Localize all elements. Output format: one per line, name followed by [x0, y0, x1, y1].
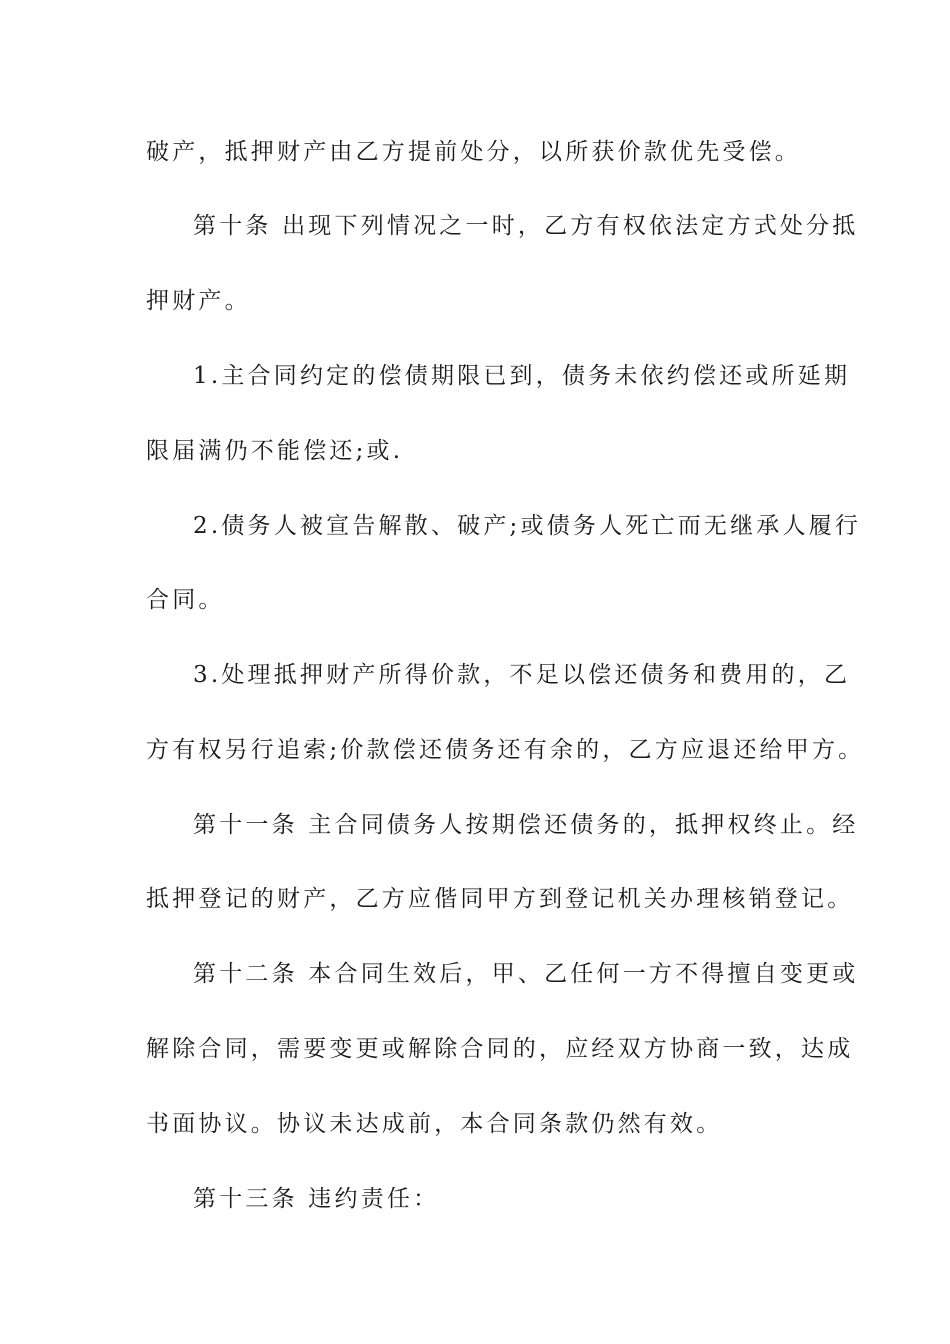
article-10-heading-line: 第十条 出现下列情况之一时，乙方有权依法定方式处分抵 [193, 213, 859, 239]
text-line: 押财产。 [146, 288, 251, 314]
text-line: 限届满仍不能偿还;或. [146, 438, 404, 464]
text-line: 书面协议。协议未达成前，本合同条款仍然有效。 [146, 1111, 723, 1137]
list-item-2-line: 2.债务人被宣告解散、破产;或债务人死亡而无继承人履行 [193, 513, 862, 539]
article-13-heading-line: 第十三条 违约责任： [193, 1186, 440, 1212]
list-item-1-line: 1.主合同约定的偿债期限已到，债务未依约偿还或所延期 [193, 363, 851, 389]
article-11-heading-line: 第十一条 主合同债务人按期偿还债务的，抵押权终止。经 [193, 812, 859, 838]
text-line: 抵押登记的财产，乙方应偕同甲方到登记机关办理核销登记。 [146, 886, 854, 912]
text-line: 解除合同，需要变更或解除合同的，应经双方协商一致，达成 [146, 1036, 854, 1062]
list-item-3-line: 3.处理抵押财产所得价款，不足以偿还债务和费用的，乙 [193, 662, 851, 688]
text-line: 方有权另行追索;价款偿还债务还有余的，乙方应退还给甲方。 [146, 737, 865, 763]
article-12-heading-line: 第十二条 本合同生效后，甲、乙任何一方不得擅自变更或 [193, 961, 859, 987]
text-line-continuation: 破产，抵押财产由乙方提前处分，以所获价款优先受偿。 [146, 139, 801, 165]
text-line: 合同。 [146, 587, 225, 613]
